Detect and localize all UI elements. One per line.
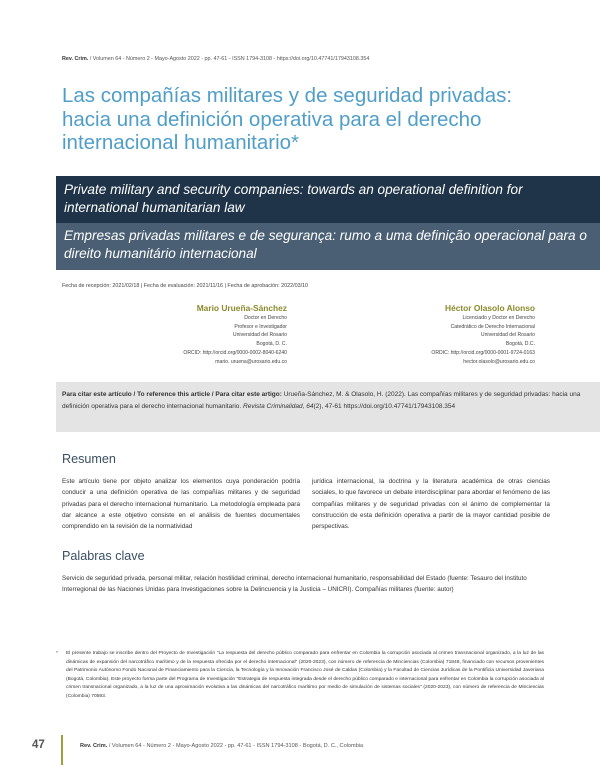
author-orcid[interactable]: ORDIC: http://orcid.org/0000-0001-9724-0163 — [431, 349, 535, 356]
author-institution: Universidad del Rosario — [232, 332, 287, 339]
resumen-column-left: Este artículo tiene por objeto analizar los elementos cuya ponderación podría conducir a una definición operativa de las compañías militares y de seguridad privadas para el derecho internacional humanitario. La metodología empleada para dar alcance a este objetivo consiste en el análisis de fuentes documentales comprendido en la revisión de la normatividad — [62, 478, 300, 531]
author-email[interactable]: hector.olasolo@urosario.edu.co — [463, 358, 535, 365]
citation-journal: Revista Criminalidad, 64 — [243, 402, 314, 410]
footer-details: / Volumen 64 - Número 2 - Mayo-Agosto 2022 - pp. 47-61 - ISSN 1794-3108 - Bogotá, D. C., Colombia — [107, 743, 364, 749]
author-city: Bogotá, D. C. — [256, 341, 287, 348]
header-journal: Rev. Crim. — [62, 56, 89, 62]
author-city: Bogotá, D.C. — [505, 341, 535, 348]
resumen-column-right: jurídica internacional, la doctrina y la literatura académica de otras ciencias sociales, lo que favorece un debate interdisciplinar para abordar el fenómeno de las compañías militares y de seguridad privadas con el ánimo de complementar la construcción de esta definición operativa a partir de la mayor cantidad posible de perspectivas. — [312, 478, 550, 531]
author-position: Profesor e Investigador — [234, 323, 287, 330]
keywords-text: Servicio de seguridad privada, personal militar, relación hostilidad criminal, derecho internacional humanitario, responsabilidad del Estado (fuente: Tesauro del Instituto Interregional de las Naciones Unidas para Investigaciones sobre la Delincuencia y la Justicia – UNICRI). Compañías militares (fuente: autor) — [62, 575, 527, 593]
keywords-heading: Palabras clave — [62, 549, 145, 563]
footer-journal: Rev. Crim. — [80, 743, 108, 749]
header-details: / Volumen 64 - Número 2 - Mayo-Agosto 2022 - pp. 47-61 - ISSN 1794-3108 - https://doi.org/10.47741/17943108.354 — [88, 56, 370, 62]
citation-label: Para citar este artículo / To reference this article / Para citar este artigo: — [62, 391, 282, 398]
author-email[interactable]: mario. uruena@urosario.edu.co — [215, 358, 287, 365]
running-header — [62, 56, 542, 62]
author-degree: Doctor en Derecho — [244, 315, 287, 321]
author-name: Héctor Olasolo Alonso — [445, 303, 535, 313]
author-name: Mario Urueña-Sánchez — [196, 303, 287, 313]
footnote-mark: * — [56, 651, 58, 656]
author-orcid[interactable]: ORCID: http://orcid.org/0000-0002-8040-6240 — [183, 349, 287, 356]
author-institution: Universidad del Rosario — [480, 332, 535, 339]
article-title-portuguese: Empresas privadas militares e de segurança: rumo a uma definição operacional para o direito humanitário internacional — [56, 223, 600, 270]
resumen-heading: Resumen — [62, 452, 116, 466]
citation-issue-doi[interactable]: (2), 47-61 https://doi.org/10.47741/17943108.354 — [313, 402, 456, 410]
footnote-text: El presente trabajo se inscribe dentro del Proyecto de Investigación "La respuesta del derecho público comparado para enfrentar en Colombia la corrupción asociada al crimen transnacional organizado, a la luz de las dinámicas de expansión del narcotráfico marítimo y de la respuesta ofrecida por el derecho internacional" (2020-2023), con número de referencia de Minciencias (Colombia) 71848, financiado con recursos provenientes del Patrimonio Autónomo Fondo Nacional de Financiamiento para la Ciencia, la Tecnología y la Innovación Francisco José de Caldas (Colombia) y la Facultad de Ciencias Jurídicas de la Pontificia Universidad Javeriana (Bogotá, Colombia). Este proyecto forma parte del Programa de Investigación "Estrategia de respuesta integrada desde el derecho público comparado e internacional para enfrentar en Colombia la corrupción asociada al crimen transnacional organizado, a la luz de una aproximación evolutiva a las dinámicas del narcotráfico marítimo por medio de simulación de sistemas sociales" (2020-2023), con número de referencia de Minciencias (Colombia) 70593. — [66, 651, 544, 699]
article-title-spanish: Las compañías militares y de seguridad privadas: hacia una definición operativa para el derecho internacional humanitario* — [62, 84, 513, 154]
citation-box — [56, 382, 600, 432]
footer-divider — [61, 735, 63, 765]
page-number: 47 — [32, 739, 45, 751]
running-footer — [80, 743, 363, 749]
article-dates: Fecha de recepción: 2021/02/18 | Fecha de evaluación: 2021/11/16 | Fecha de aprobación: 2022/03/10 — [62, 283, 309, 289]
footnote — [58, 650, 544, 701]
author-degree: Licenciado y Doctor en Derecho — [462, 315, 535, 321]
author-block-1 — [90, 302, 287, 366]
citation-text: Urueña-Sánchez, M. & Olasolo, H. (2022). Las compañías militares y de seguridad privadas: hacia una definición operativa para el derecho internacional humanitario. — [62, 391, 581, 410]
author-block-2 — [330, 302, 535, 366]
article-title-english: Private military and security companies: towards an operational definition for international humanitarian law — [56, 176, 600, 223]
author-position: Catedrático de Derecho Internacional — [450, 323, 535, 330]
